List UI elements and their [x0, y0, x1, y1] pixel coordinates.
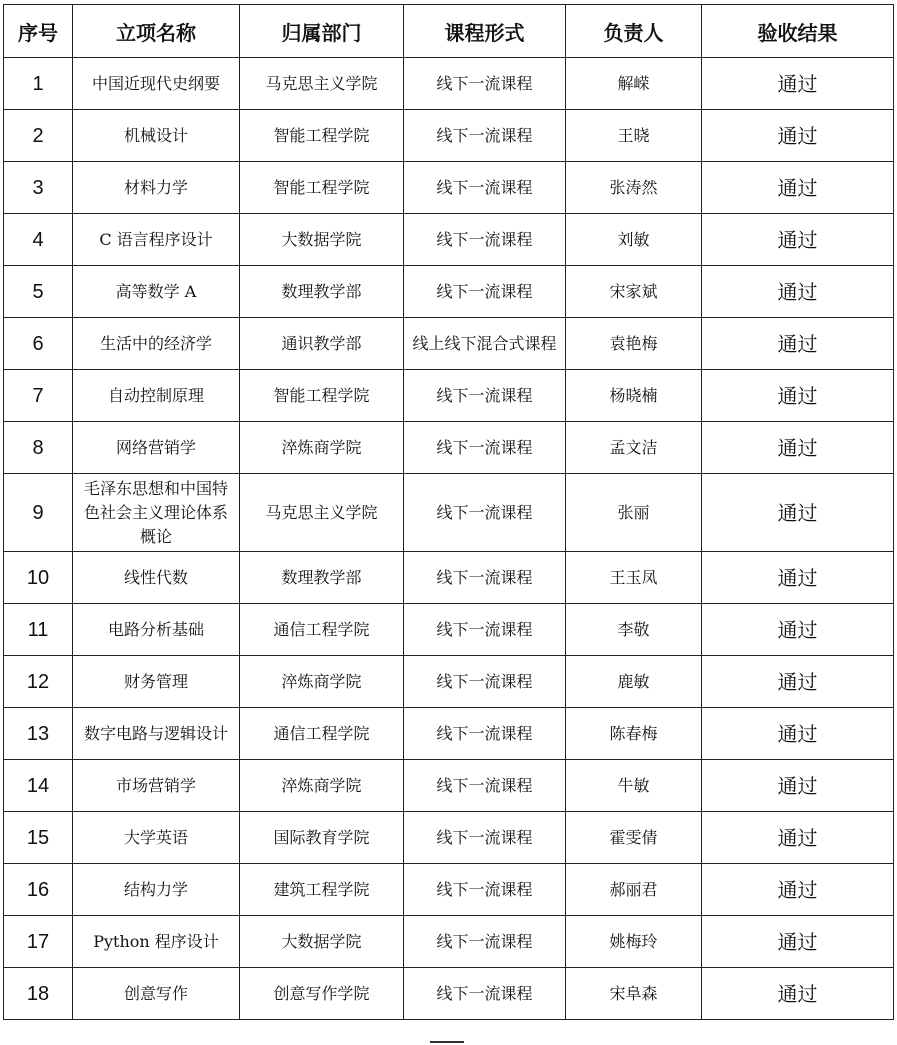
cell-person-in-charge: 牛敏	[566, 760, 702, 812]
cell-department: 智能工程学院	[240, 110, 404, 162]
cell-project-name: 大学英语	[73, 812, 240, 864]
cell-department: 马克思主义学院	[240, 58, 404, 110]
cell-index: 9	[4, 474, 73, 552]
cell-course-form: 线上线下混合式课程	[404, 318, 566, 370]
table-row	[4, 708, 894, 760]
cell-course-form: 线下一流课程	[404, 812, 566, 864]
table-row	[4, 58, 894, 110]
header-index: 序号	[4, 5, 73, 58]
cell-course-form: 线下一流课程	[404, 58, 566, 110]
header-course-form: 课程形式	[404, 5, 566, 58]
cell-project-name: 机械设计	[73, 110, 240, 162]
cell-course-form: 线下一流课程	[404, 474, 566, 552]
cell-acceptance-result: 通过	[702, 214, 894, 266]
cell-acceptance-result: 通过	[702, 474, 894, 552]
cell-person-in-charge: 王晓	[566, 110, 702, 162]
header-project-name: 立项名称	[73, 5, 240, 58]
cell-project-name: 材料力学	[73, 162, 240, 214]
cell-acceptance-result: 通过	[702, 916, 894, 968]
cell-acceptance-result: 通过	[702, 58, 894, 110]
cell-person-in-charge: 姚梅玲	[566, 916, 702, 968]
cell-index: 13	[4, 708, 73, 760]
cell-course-form: 线下一流课程	[404, 370, 566, 422]
cell-course-form: 线下一流课程	[404, 760, 566, 812]
table-row	[4, 656, 894, 708]
cell-course-form: 线下一流课程	[404, 162, 566, 214]
header-department: 归属部门	[240, 5, 404, 58]
cell-acceptance-result: 通过	[702, 864, 894, 916]
cell-person-in-charge: 郝丽君	[566, 864, 702, 916]
cell-course-form: 线下一流课程	[404, 864, 566, 916]
table-row	[4, 214, 894, 266]
cell-department: 数理教学部	[240, 552, 404, 604]
cell-acceptance-result: 通过	[702, 162, 894, 214]
cell-course-form: 线下一流课程	[404, 422, 566, 474]
cell-course-form: 线下一流课程	[404, 214, 566, 266]
cell-acceptance-result: 通过	[702, 318, 894, 370]
cell-acceptance-result: 通过	[702, 968, 894, 1020]
cell-person-in-charge: 孟文洁	[566, 422, 702, 474]
cell-person-in-charge: 袁艳梅	[566, 318, 702, 370]
cell-project-name: 高等数学 A	[73, 266, 240, 318]
cell-person-in-charge: 鹿敏	[566, 656, 702, 708]
table-row	[4, 552, 894, 604]
table-row	[4, 760, 894, 812]
cell-person-in-charge: 霍雯倩	[566, 812, 702, 864]
header-acceptance-result: 验收结果	[702, 5, 894, 58]
cell-course-form: 线下一流课程	[404, 266, 566, 318]
cell-index: 4	[4, 214, 73, 266]
cell-department: 智能工程学院	[240, 370, 404, 422]
table-row	[4, 162, 894, 214]
cell-person-in-charge: 杨晓楠	[566, 370, 702, 422]
cell-department: 大数据学院	[240, 214, 404, 266]
cell-acceptance-result: 通过	[702, 760, 894, 812]
header-row	[4, 5, 894, 58]
cell-index: 3	[4, 162, 73, 214]
table-row	[4, 370, 894, 422]
cell-project-name: 创意写作	[73, 968, 240, 1020]
cell-person-in-charge: 宋家斌	[566, 266, 702, 318]
cell-project-name: 网络营销学	[73, 422, 240, 474]
cell-acceptance-result: 通过	[702, 110, 894, 162]
cell-acceptance-result: 通过	[702, 370, 894, 422]
cell-index: 12	[4, 656, 73, 708]
cell-acceptance-result: 通过	[702, 422, 894, 474]
cell-index: 5	[4, 266, 73, 318]
cell-course-form: 线下一流课程	[404, 708, 566, 760]
table-row	[4, 318, 894, 370]
table-row	[4, 864, 894, 916]
cell-project-name: C 语言程序设计	[73, 214, 240, 266]
cell-course-form: 线下一流课程	[404, 916, 566, 968]
cell-department: 马克思主义学院	[240, 474, 404, 552]
cell-department: 淬炼商学院	[240, 760, 404, 812]
cell-index: 2	[4, 110, 73, 162]
cell-department: 建筑工程学院	[240, 864, 404, 916]
cell-department: 大数据学院	[240, 916, 404, 968]
cell-department: 创意写作学院	[240, 968, 404, 1020]
cell-course-form: 线下一流课程	[404, 110, 566, 162]
cell-project-name: 市场营销学	[73, 760, 240, 812]
table-row	[4, 474, 894, 552]
cell-course-form: 线下一流课程	[404, 968, 566, 1020]
cell-person-in-charge: 陈春梅	[566, 708, 702, 760]
table-row	[4, 110, 894, 162]
cell-project-name: 毛泽东思想和中国特色社会主义理论体系概论	[73, 474, 240, 552]
cell-department: 智能工程学院	[240, 162, 404, 214]
cell-person-in-charge: 张丽	[566, 474, 702, 552]
cell-project-name: 财务管理	[73, 656, 240, 708]
table-row	[4, 916, 894, 968]
cell-project-name: 结构力学	[73, 864, 240, 916]
cell-index: 7	[4, 370, 73, 422]
table-row	[4, 812, 894, 864]
page-footer-rule	[430, 1041, 464, 1043]
cell-acceptance-result: 通过	[702, 812, 894, 864]
cell-index: 14	[4, 760, 73, 812]
cell-department: 淬炼商学院	[240, 656, 404, 708]
cell-person-in-charge: 李敬	[566, 604, 702, 656]
cell-project-name: 中国近现代史纲要	[73, 58, 240, 110]
cell-index: 15	[4, 812, 73, 864]
cell-acceptance-result: 通过	[702, 266, 894, 318]
cell-project-name: 电路分析基础	[73, 604, 240, 656]
table-row	[4, 968, 894, 1020]
cell-project-name: Python 程序设计	[73, 916, 240, 968]
cell-person-in-charge: 张涛然	[566, 162, 702, 214]
cell-department: 通信工程学院	[240, 708, 404, 760]
cell-person-in-charge: 解嵘	[566, 58, 702, 110]
cell-project-name: 生活中的经济学	[73, 318, 240, 370]
cell-project-name: 线性代数	[73, 552, 240, 604]
table-row	[4, 422, 894, 474]
cell-course-form: 线下一流课程	[404, 656, 566, 708]
cell-acceptance-result: 通过	[702, 604, 894, 656]
cell-person-in-charge: 宋阜森	[566, 968, 702, 1020]
table-row	[4, 266, 894, 318]
cell-index: 6	[4, 318, 73, 370]
course-acceptance-table	[3, 4, 894, 1020]
cell-index: 1	[4, 58, 73, 110]
cell-acceptance-result: 通过	[702, 552, 894, 604]
cell-index: 10	[4, 552, 73, 604]
cell-course-form: 线下一流课程	[404, 552, 566, 604]
cell-acceptance-result: 通过	[702, 656, 894, 708]
cell-index: 18	[4, 968, 73, 1020]
cell-department: 通信工程学院	[240, 604, 404, 656]
header-person-in-charge: 负责人	[566, 5, 702, 58]
cell-person-in-charge: 刘敏	[566, 214, 702, 266]
cell-acceptance-result: 通过	[702, 708, 894, 760]
cell-department: 数理教学部	[240, 266, 404, 318]
cell-department: 国际教育学院	[240, 812, 404, 864]
cell-index: 16	[4, 864, 73, 916]
cell-department: 淬炼商学院	[240, 422, 404, 474]
cell-index: 11	[4, 604, 73, 656]
cell-index: 17	[4, 916, 73, 968]
cell-person-in-charge: 王玉凤	[566, 552, 702, 604]
cell-course-form: 线下一流课程	[404, 604, 566, 656]
cell-department: 通识教学部	[240, 318, 404, 370]
cell-project-name: 数字电路与逻辑设计	[73, 708, 240, 760]
cell-project-name: 自动控制原理	[73, 370, 240, 422]
table-row	[4, 604, 894, 656]
cell-index: 8	[4, 422, 73, 474]
